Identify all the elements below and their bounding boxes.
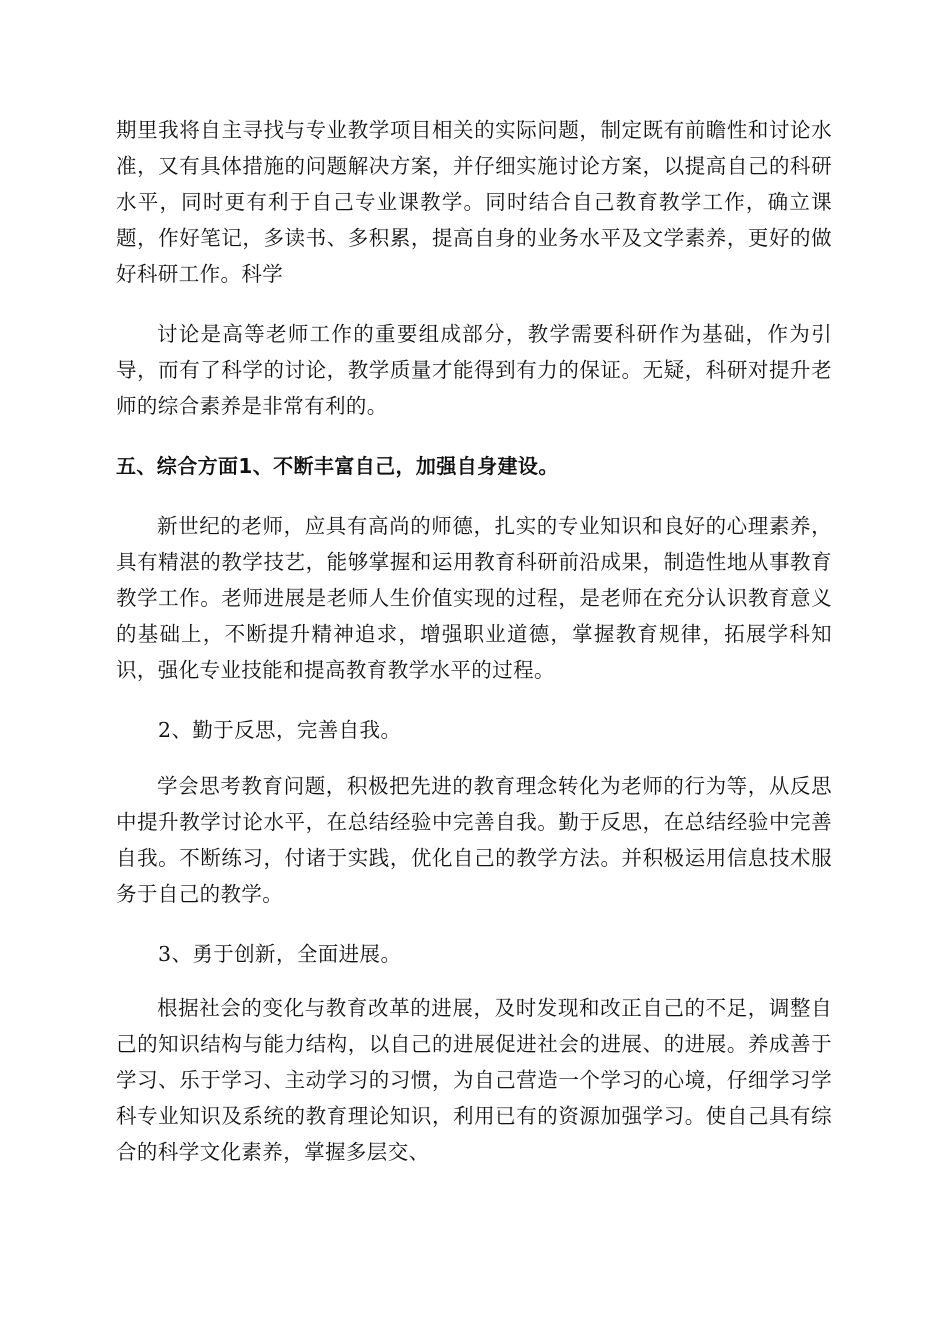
paragraph-new-century-teacher: 新世纪的老师，应具有高尚的师德，扎实的专业知识和良好的心理素养，具有精湛的教学技艺，能够掌握和运用教育科研前沿成果，制造性地从事教育教学工作。老师进展是老师人生价值实现的过程，是老师在充分认识教育意义的基础上，不断提升精神追求，增强职业道德，掌握教育规律，拓展学科知识，强化专业技能和提高教育教学水平的过程。	[116, 514, 832, 682]
list-item-innovation: 3、勇于创新，全面进展。	[158, 942, 402, 966]
paragraph-innovation: 根据社会的变化与教育改革的进展，及时发现和改正自己的不足，调整自己的知识结构与能力结构，以自己的进展促进社会的进展、的进展。养成善于学习、乐于学习、主动学习的习惯，为自己营造一个学习的心境，仔细学习学科专业知识及系统的教育理论知识，利用已有的资源加强学习。使自己具有综合的科学文化素养，掌握多层交、	[116, 996, 832, 1164]
section-heading-comprehensive: 五、综合方面1、不断丰富自己，加强自身建设。	[116, 454, 559, 478]
paragraph-research-importance: 讨论是高等老师工作的重要组成部分，教学需要科研作为基础，作为引导，而有了科学的讨论，教学质量才能得到有力的保证。无疑，科研对提升老师的综合素养是非常有利的。	[116, 322, 832, 418]
paragraph-research-plan: 期里我将自主寻找与专业教学项目相关的实际问题，制定既有前瞻性和讨论水准，又有具体措施的问题解决方案，并仔细实施讨论方案，以提高自己的科研水平，同时更有利于自己专业课教学。同时结合自己教育教学工作，确立课题，作好笔记，多读书、多积累，提高自身的业务水平及文学素养，更好的做好科研工作。科学	[116, 118, 832, 286]
paragraph-reflection: 学会思考教育问题，积极把先进的教育理念转化为老师的行为等，从反思中提升教学讨论水平，在总结经验中完善自我。勤于反思，在总结经验中完善自我。不断练习，付诸于实践，优化自己的教学方法。并积极运用信息技术服务于自己的教学。	[116, 774, 832, 906]
list-item-reflection: 2、勤于反思，完善自我。	[158, 718, 402, 742]
